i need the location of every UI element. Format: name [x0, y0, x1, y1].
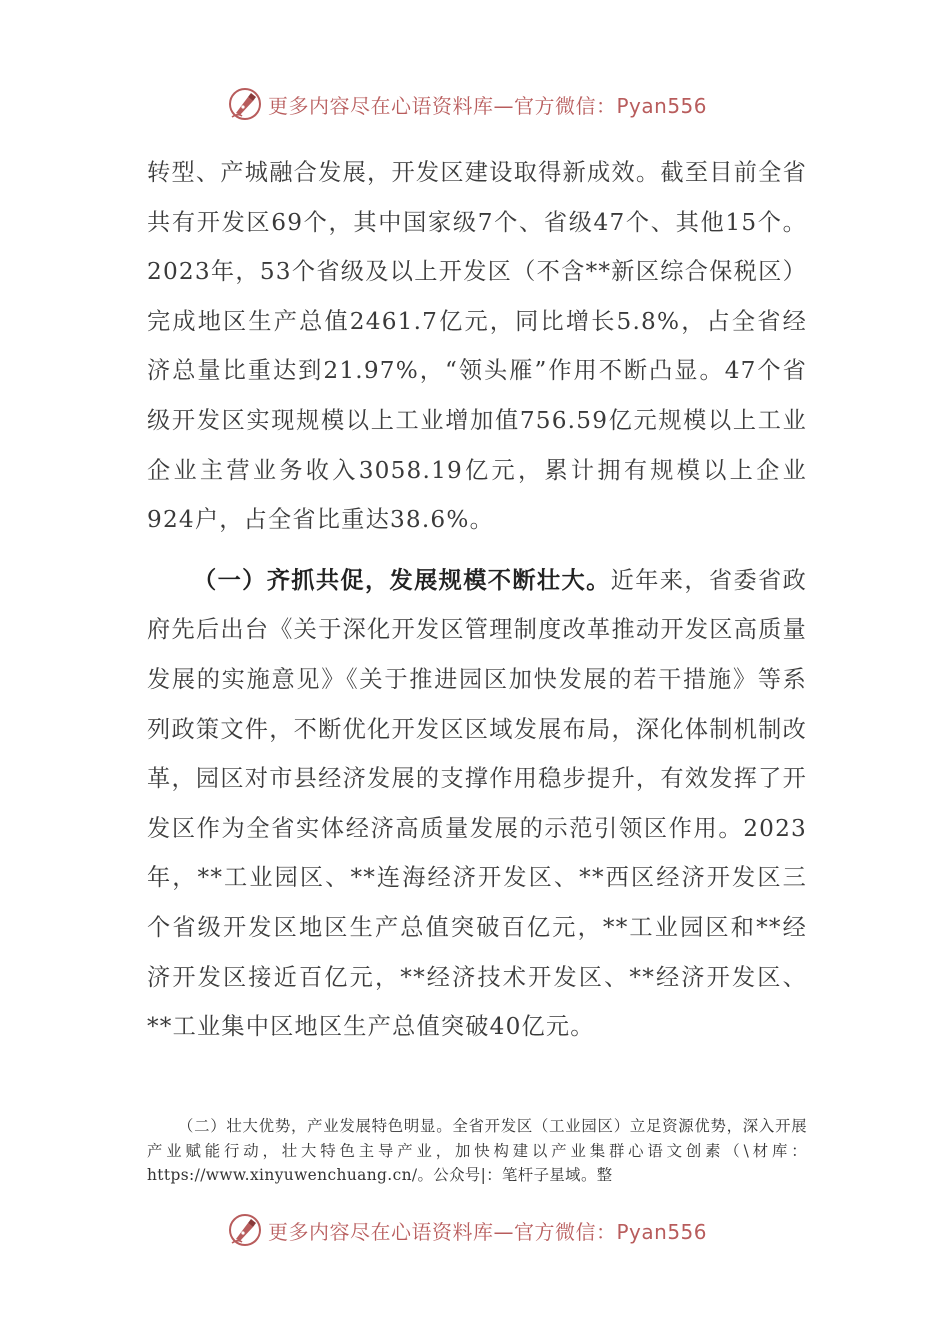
pen-nib-logo-icon — [228, 87, 262, 121]
footer-banner[interactable] — [228, 1210, 707, 1250]
paragraph-intro: 转型、产城融合发展，开发区建设取得新成效。截至目前全省共有开发区69个，其中国家级7个、省级47个、其他15个。2023年，53个省级及以上开发区（不含**新区综合保税区）完成地区生产总值2461.7亿元，同比增长5.8%，占全省经济总量比重达到21.97%，“领头雁”作用不断凸显。47个省级开发区实现规模以上工业增加值756.59亿元规模以上工业企业主营业务收入3058.19亿元，累计拥有规模以上企业924户，占全省比重达38.6%。 — [147, 159, 807, 534]
footer-banner-text: 更多内容尽在心语资料库—官方微信：Pyan556 — [268, 1219, 708, 1244]
document-body — [147, 148, 807, 1052]
paragraph-section-2-small: （二）壮大优势，产业发展特色明显。全省开发区（工业园区）立足资源优势，深入开展产业赋能行动，壮大特色主导产业，加快构建以产业集群心语文创素（\材库：https://www.xinyuwenchuang.cn/。公众号|：笔杆子星域。整 — [147, 1117, 807, 1184]
section-1-text: 近年来，省委省政府先后出台《关于深化开发区管理制度改革推动开发区高质量发展的实施意见》《关于推进园区加快发展的若干措施》等系列政策文件，不断优化开发区区域发展布局，深化体制机制改革，园区对市县经济发展的支撑作用稳步提升，有效发挥了开发区作为全省实体经济高质量发展的示范引领区作用。2023年，**工业园区、**连海经济开发区、**西区经济开发区三个省级开发区地区生产总值突破百亿元，**工业园区和**经济开发区接近百亿元，**经济技术开发区、**经济开发区、**工业集中区地区生产总值突破40亿元。 — [147, 566, 807, 1041]
pen-nib-logo-icon — [228, 1213, 262, 1247]
paragraph-section-1 — [147, 556, 807, 1052]
section-1-heading: （一）齐抓共促，发展规模不断壮大。 — [193, 566, 611, 594]
header-banner[interactable] — [228, 84, 707, 124]
header-banner-text: 更多内容尽在心语资料库—官方微信：Pyan556 — [268, 93, 708, 118]
